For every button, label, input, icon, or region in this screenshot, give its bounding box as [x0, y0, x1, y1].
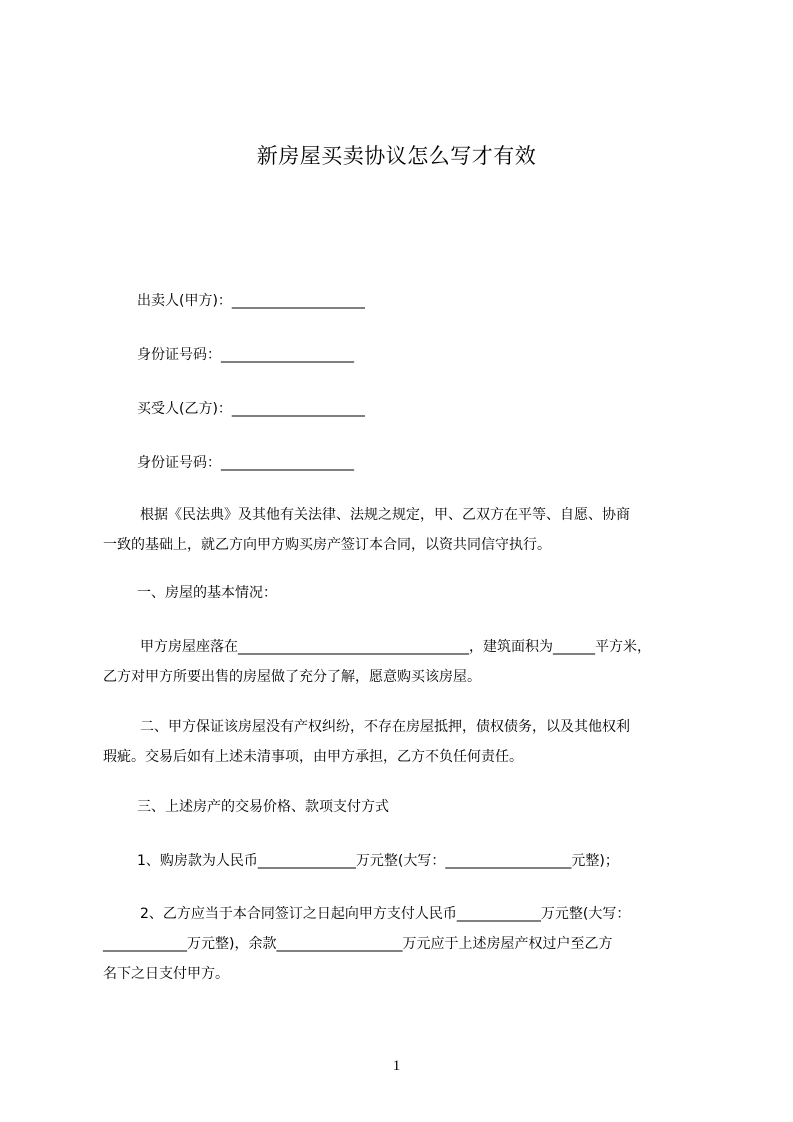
- section2-paragraph: [103, 712, 703, 772]
- section3-item-2: [103, 899, 703, 989]
- buyer-field: 买受人(乙方)：___________________: [137, 401, 365, 417]
- preamble-paragraph: [103, 500, 703, 560]
- section2-line-2: 瑕疵。交易后如有上述未清事项，由甲方承担，乙方不负任何责任。: [103, 749, 523, 765]
- document-title: 新房屋买卖协议怎么写才有效: [256, 144, 537, 168]
- preamble-line-2: 一致的基础上，就乙方向甲方购买房产签订本合同，以资共同信守执行。: [103, 537, 551, 553]
- section3-item-1: 1、购房款为人民币______________万元整(大写：__________________元整)；: [137, 853, 619, 869]
- section1-heading: 一、房屋的基本情况：: [137, 585, 277, 601]
- page-number: 1: [392, 1058, 401, 1074]
- section3-heading: 三、上述房产的交易价格、款项支付方式: [137, 799, 389, 815]
- section3-item-2-line-1: 2、乙方应当于本合同签订之日起向甲方支付人民币____________万元整(大写：: [140, 906, 631, 922]
- section1-line-1: 甲方房屋座落在_________________________________，建筑面积为______平方米，: [140, 639, 651, 655]
- section1-paragraph: [103, 632, 703, 692]
- preamble-line-1: 根据《民法典》及其他有关法律、法规之规定，甲、乙双方在平等、自愿、协商: [140, 507, 630, 523]
- section3-item-2-line-2: ____________万元整)，余款__________________万元应于上述房屋产权过户至乙方: [103, 936, 613, 952]
- section2-line-1: 二、甲方保证该房屋没有产权纠纷，不存在房屋抵押，债权债务，以及其他权利: [140, 719, 630, 735]
- section1-line-2: 乙方对甲方所要出售的房屋做了充分了解，愿意购买该房屋。: [103, 669, 481, 685]
- section3-item-2-line-3: 名下之日支付甲方。: [103, 966, 229, 982]
- seller-id-field: 身份证号码：___________________: [137, 347, 354, 363]
- seller-field: 出卖人(甲方)：___________________: [137, 293, 365, 309]
- buyer-id-field: 身份证号码：___________________: [137, 455, 354, 471]
